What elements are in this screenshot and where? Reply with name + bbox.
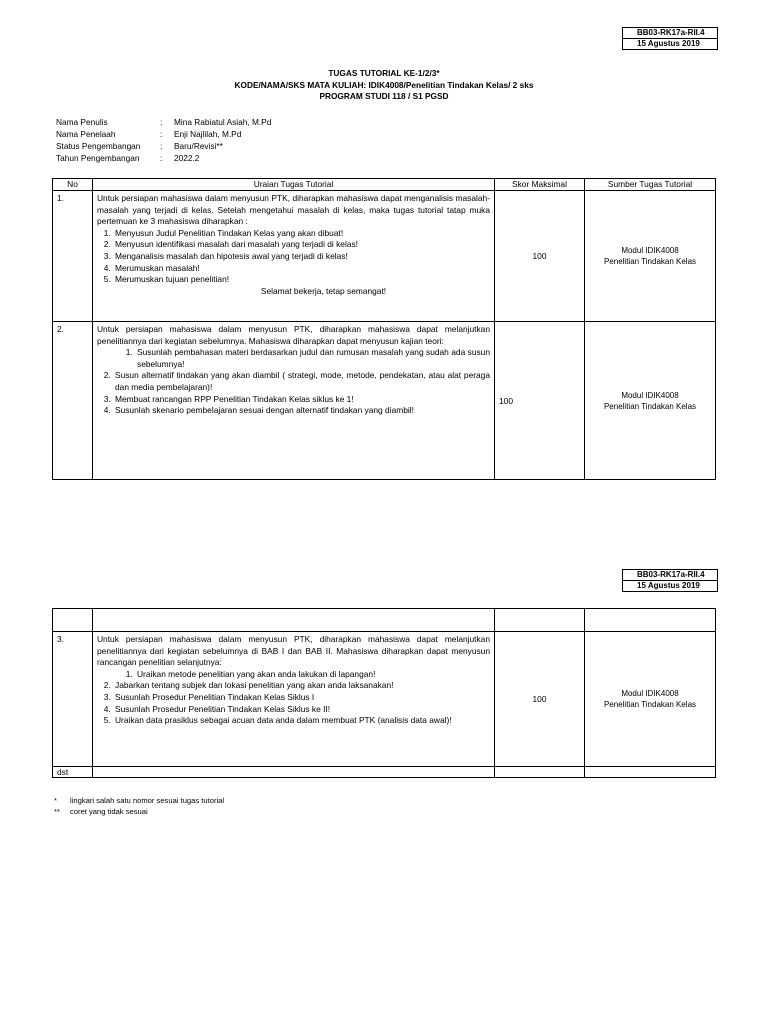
row-number: 1. xyxy=(53,191,93,322)
closing-text: Selamat bekerja, tetap semangat! xyxy=(260,285,387,296)
meta-label: Status Pengembangan xyxy=(56,141,141,151)
source-course: Penelitian Tindakan Kelas xyxy=(603,401,697,411)
table-header-row xyxy=(53,179,716,191)
meta-value: Enji Najlilah, M.Pd xyxy=(174,129,242,139)
task-source xyxy=(585,632,716,767)
table-row xyxy=(53,322,716,480)
list-item: 2. Susun alternatif tindakan yang akan diambil ( strategi, mode, metode, pendekatan, atau alat peraga dan media pembelajaran)! xyxy=(113,370,490,393)
table-row xyxy=(53,191,716,322)
task-source xyxy=(585,322,716,480)
meta-value: 2022.2 xyxy=(174,153,200,163)
doc-date: 15 Agustus 2019 xyxy=(623,581,718,592)
header-task: Uraian Tugas Tutorial xyxy=(93,179,495,191)
list-item: 4. Susunlah skenario pembelajaran sesuai dengan alternatif tindakan yang diambil! xyxy=(113,405,490,417)
doc-title xyxy=(0,68,768,103)
max-score: 100 xyxy=(495,191,585,322)
task-list xyxy=(97,347,490,370)
table-row xyxy=(53,632,716,767)
task-table xyxy=(52,178,716,480)
header-no: No xyxy=(53,179,93,191)
max-score: 100 xyxy=(495,632,585,767)
task-list xyxy=(97,669,490,681)
list-item: 2. Jabarkan tentang subjek dan lokasi penelitian yang akan anda laksanakan! xyxy=(113,680,490,692)
list-item: 4. Susunlah Prosedur Penelitian Tindakan Kelas Siklus ke II! xyxy=(113,704,490,716)
task-list xyxy=(97,370,490,416)
row-number: 3. xyxy=(53,632,93,767)
doc-date: 15 Agustus 2019 xyxy=(623,39,718,50)
list-item: 1. Menyusun Judul Penelitian Tindakan Kelas yang akan dibuat! xyxy=(113,228,490,240)
task-list xyxy=(97,680,490,726)
meta-label: Tahun Pengembangan xyxy=(56,153,140,163)
doc-code-box-page-2 xyxy=(622,569,718,592)
source-module: Modul IDIK4008 xyxy=(621,689,679,698)
task-intro: Untuk persiapan mahasiswa dalam menyusun PTK, diharapkan mahasiswa dapat melanjutkan penelitiannya dari kegiatan sebelumnya di BAB I dan BAB II. Mahasiswa diharapkan dapat menyusun rancangan penelitian selanjutnya: xyxy=(97,634,490,668)
doc-code-box xyxy=(622,27,718,50)
title-line-3: PROGRAM STUDI 118 / S1 PGSD xyxy=(319,91,449,101)
list-item: 5. Merumuskan tujuan penelitian! xyxy=(113,274,490,286)
task-description xyxy=(93,191,495,322)
source-module: Modul IDIK4008 xyxy=(621,390,679,400)
list-item: 5. Uraikan data prasiklus sebagai acuan data anda dalam membuat PTK (analisis data awal)! xyxy=(113,715,490,727)
list-item: 3. Menganalisis masalah dan hipotesis awal yang terjadi di kelas! xyxy=(113,251,490,263)
source-course: Penelitian Tindakan Kelas xyxy=(603,257,697,266)
task-source xyxy=(585,191,716,322)
title-line-1: TUGAS TUTORIAL KE-1/2/3* xyxy=(328,68,440,78)
footnote-mark: ** xyxy=(54,807,60,816)
list-item: 4. Merumuskan masalah! xyxy=(113,263,490,275)
list-item: 2. Menyusun identifikasi masalah dari masalah yang terjadi di kelas! xyxy=(113,239,490,251)
list-item: 3. Susunlah Prosedur Penelitian Tindakan Kelas Siklus I xyxy=(113,692,490,704)
footnote-text: coret yang tidak sesuai xyxy=(70,807,148,816)
task-list xyxy=(97,228,490,286)
task-table-continued xyxy=(52,608,716,778)
list-item: 1. Uraikan metode penelitian yang akan anda lakukan di lapangan! xyxy=(135,669,490,681)
footnote-text: lingkari salah satu nomor sesuai tugas tutorial xyxy=(70,796,225,805)
doc-code: BB03-RK17a-RII.4 xyxy=(623,570,718,581)
meta-value: Mina Rabiatul Asiah, M.Pd xyxy=(174,117,272,127)
table-empty-row xyxy=(53,609,716,632)
list-item: 3. Membuat rancangan RPP Penelitian Tindakan Kelas siklus ke 1! xyxy=(113,394,490,406)
row-number: 2. xyxy=(53,322,93,480)
list-item: 1. Susunlah pembahasan materi berdasarkan judul dan rumusan masalah yang sudah ada susun sebelumnya! xyxy=(135,347,490,370)
header-score: Skor Maksimal xyxy=(495,179,585,191)
task-description xyxy=(93,632,495,767)
meta-label: Nama Penulis xyxy=(56,117,108,127)
task-intro: Untuk persiapan mahasiswa dalam menyusun PTK, diharapkan mahasiswa dapat menganalisis masalah-masalah yang terjadi di kelas. Setelah mengetahui masalah di kelas, maka tugas tutorial tatap muka pertemuan ke 3 mahasiswa diharapkan : xyxy=(97,193,490,227)
doc-code: BB03-RK17a-RII.4 xyxy=(623,28,718,39)
meta-value: Baru/Revisi** xyxy=(174,141,223,151)
task-description xyxy=(93,322,495,480)
table-dst-row xyxy=(53,767,716,778)
source-module: Modul IDIK4008 xyxy=(621,246,679,255)
header-source: Sumber Tugas Tutorial xyxy=(585,179,716,191)
title-line-2: KODE/NAMA/SKS MATA KULIAH: IDIK4008/Penelitian Tindakan Kelas/ 2 sks xyxy=(234,79,534,90)
task-intro: Untuk persiapan mahasiswa dalam menyusun PTK, diharapkan mahasiswa dapat melanjutkan penelitiannya dari kegiatan sebelumnya. Mahasiswa diharapkan dapat menyusun kajian teori: xyxy=(97,324,490,346)
meta-label: Nama Penelaah xyxy=(56,129,116,139)
footnote-mark: * xyxy=(54,796,57,805)
max-score: 100 xyxy=(495,322,585,480)
source-course: Penelitian Tindakan Kelas xyxy=(603,700,697,709)
row-dst: dst xyxy=(53,767,93,778)
